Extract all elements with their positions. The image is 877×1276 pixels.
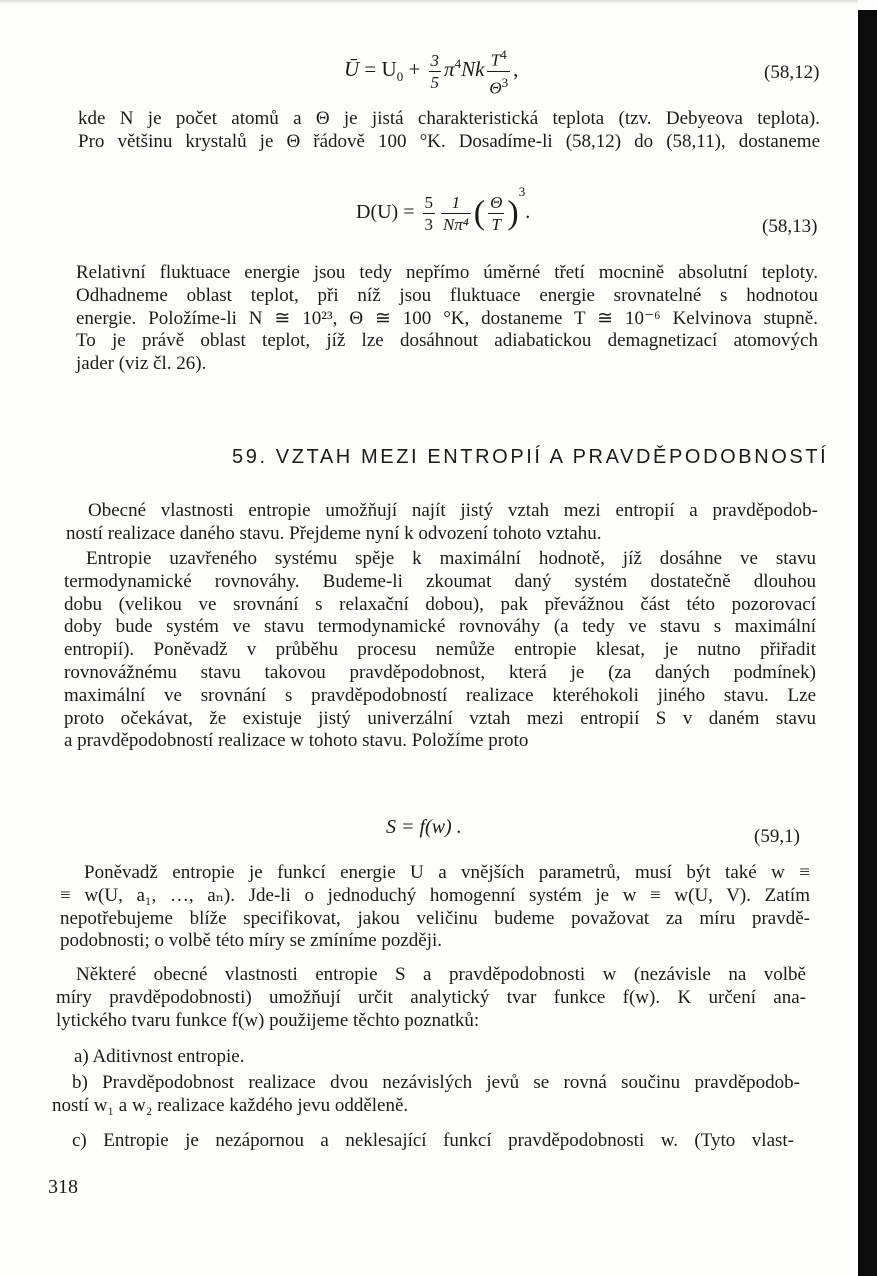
equation-number-58-12: (58,12) <box>764 62 820 83</box>
page-number: 318 <box>48 1176 78 1198</box>
paragraph-5: Poněvadž entropie je funkcí energie U a vnějších parametrů, musí být také w ≡ ≡ w(U, a₁, …, aₙ). Jde-li o jednoduchý homogenní systém je w ≡ w(U, V). Zatím nepotřebujeme blíže specifikovat, jakou veličinu budeme považovat za míru pravdě- podobnosti; o volbě této míry se zmíníme později. <box>60 862 810 952</box>
paragraph-6: Některé obecné vlastnosti entropie S a pravděpodobnosti w (nezávisle na volbě míry pravděpodobnosti) umožňují určit analytický tvar funkce f(w). K určení ana- lytického tvaru funkce f(w) použijeme těchto poznatků: <box>56 964 806 1031</box>
list-item-a: a) Aditivnost entropie. <box>74 1046 245 1067</box>
equation-number-59-1: (59,1) <box>754 826 800 847</box>
equation-number-58-13: (58,13) <box>762 216 818 237</box>
list-item-c: c) Entropie je nezápornou a neklesající funkcí pravděpodobnosti w. (Tyto vlast- <box>72 1130 794 1151</box>
equation-58-13: D(U) = $\frac{5}{3}$ $\frac{1}{\text{Nπ⁴}}$ ( $\frac{\Theta}{T}$ )$^3$. <box>356 184 531 234</box>
scan-right-edge <box>858 10 877 1276</box>
paragraph-4: Entropie uzavřeného systému spěje k maximální hodnotě, jíž dosáhne ve stavu termodynamické rovnováhy. Budeme-li zkoumat daný systém dostatečně dlouhou dobu (velikou ve srovnání s relaxační dobou), pak převážnou část této pozorovací doby bude systém ve stavu termodynamické rovnováhy (a tedy ve stavu s maximální entropií). Poněvadž v průběhu procesu nemůže entropie klesat, je nutno přiřadit rovnovážnému stavu takovou pravděpodobnost, která je (za daných podmínek) maximální ve srovnání s pravděpodobností realizace kteréhokoli jiného stavu. Lze proto očekávat, že existuje jistý univerzální vztah mezi entropií S v daném stavu a pravděpodobností realizace w tohoto stavu. Položíme proto <box>64 548 816 752</box>
list-item-b: b) Pravděpodobnost realizace dvou nezávislých jevů se rovná součinu pravděpodob- ností w₁ a w₂ realizace každého jevu odděleně. <box>52 1072 800 1116</box>
equation-58-12: Ū = $U_0$ + $\frac{3}{5}$ $\pi^4Nk$ $\frac{T^4}{\Theta^3}$ , <box>344 44 518 98</box>
paragraph-1: kde N je počet atomů a Θ je jistá charakteristická teplota (tzv. Debyeova teplota). Pro většinu krystalů je Θ řádově 100 °K. Dosadíme-li (58,12) do (58,11), dostaneme <box>78 108 820 152</box>
section-heading: 59. VZTAH MEZI ENTROPIÍ A PRAVDĚPODOBNOSTÍ <box>232 446 829 468</box>
paragraph-3: Obecné vlastnosti entropie umožňují najít jistý vztah mezi entropií a pravděpodob- ností realizace daného stavu. Přejdeme nyní k odvození tohoto vztahu. <box>66 500 818 544</box>
paragraph-2: Relativní fluktuace energie jsou tedy nepřímo úměrné třetí mocnině absolutní teploty. Odhadneme oblast teplot, při níž jsou fluktuace energie srovnatelné s hodnotou energie. Položíme-li N ≅ 10²³, Θ ≅ 100 °K, dostaneme T ≅ 10⁻⁶ Kelvinova stupně. To je právě oblast teplot, jíž lze dosáhnout adiabatickou demagnetizací atomových jader (viz čl. 26). <box>76 262 818 375</box>
equation-59-1: S = f(w) . <box>386 816 462 838</box>
scan-top-shadow <box>0 0 858 4</box>
